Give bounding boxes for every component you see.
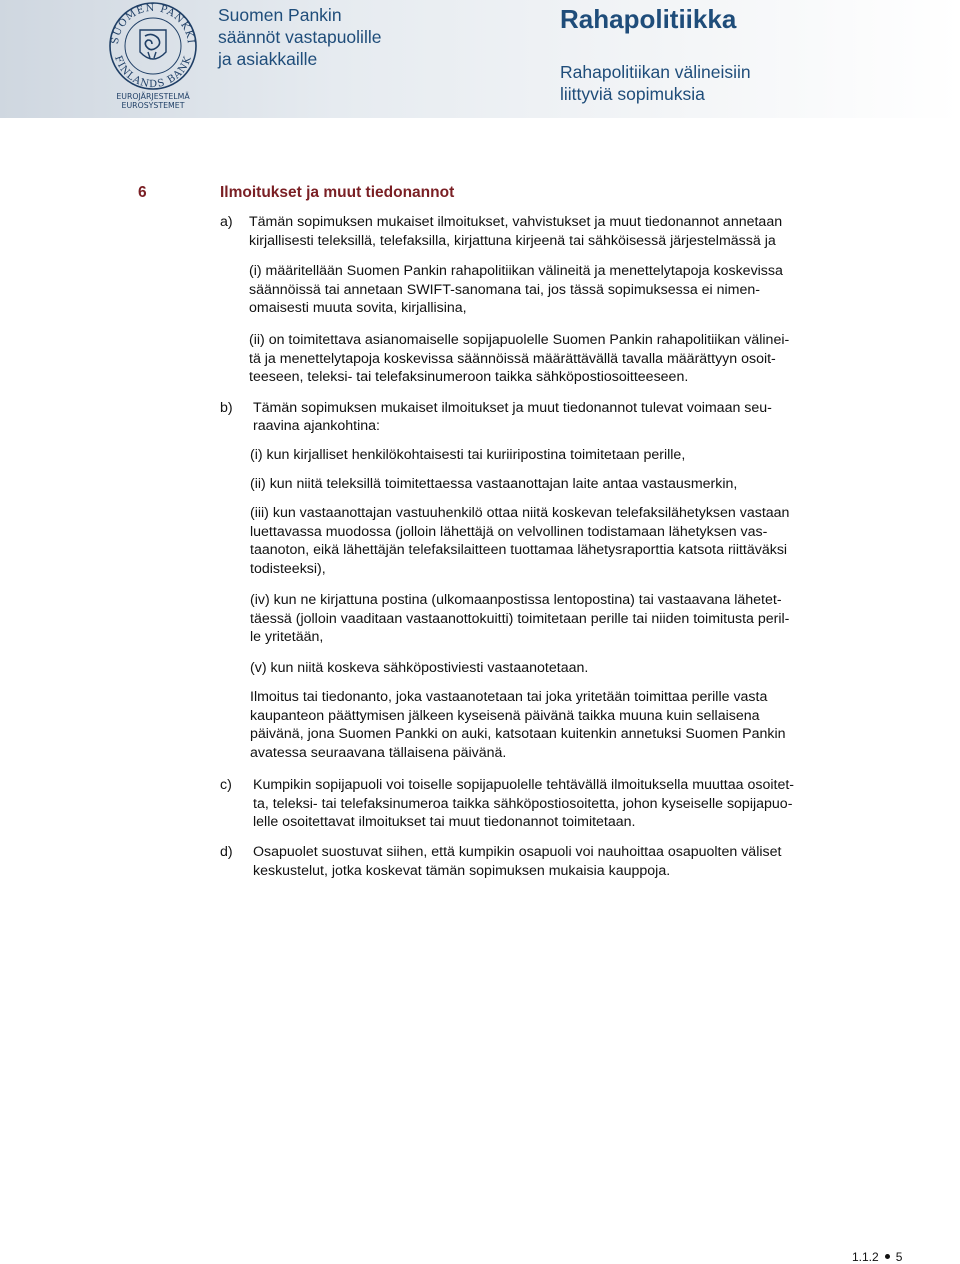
page-number: 5 xyxy=(895,1250,903,1264)
clause-a-ii xyxy=(249,331,789,387)
text-line: Osapuolet suostuvat siihen, että kumpikin osapuoli voi nauhoittaa osapuolten väliset xyxy=(253,844,782,860)
svg-text:SUOMEN PANKKI xyxy=(110,3,196,45)
text-line: kirjallisesti teleksillä, telefaksilla, kirjattuna kirjeenä tai sähköisessä järjestelmässä ja xyxy=(249,232,776,249)
text-line: raavina ajankohtina: xyxy=(253,418,380,434)
clause-b-note xyxy=(250,688,786,763)
clause-c-marker: c) xyxy=(220,777,232,793)
text-line: Kumpikin sopijapuoli voi toiselle sopijapuolelle tehtävällä ilmoituksella muuttaa osoitet- xyxy=(253,777,794,793)
text-line: Ilmoitus tai tiedonanto, joka vastaanotetaan tai joka yritetään toimittaa perille vasta xyxy=(250,689,768,705)
header-left-line: Suomen Pankin xyxy=(218,5,342,25)
page-header xyxy=(0,0,960,118)
text-line: luettavassa muodossa (jolloin lähettäjä on velvollinen todistamaan lähetyksen vas- xyxy=(250,523,768,540)
clause-b-marker: b) xyxy=(220,400,233,416)
section-number: 6 xyxy=(138,184,147,201)
text-line: ta, teleksi- tai telefaksinumeroa taikka sähköpostiosoitetta, johon kyseiselle sopijapuo- xyxy=(253,795,793,812)
header-subtitle-line: Rahapolitiikan välineisiin xyxy=(560,62,751,82)
text-line: taanoton, eikä lähettäjän telefaksilaitteen tuottamaa lähetysraporttia katsota riittäväksi xyxy=(250,542,788,559)
text-line: (iv) kun ne kirjattuna postina (ulkomaanpostissa lentopostina) tai vastaavana lähetet- xyxy=(250,592,782,608)
logo-eurosystem-fi: EUROJÄRJESTELMÄ xyxy=(116,92,190,101)
text-line: avatessa seuraavana tällaisena päivänä. xyxy=(250,745,507,762)
text-line: Tämän sopimuksen mukaiset ilmoitukset ja muut tiedonannot tulevat voimaan seu- xyxy=(253,400,772,416)
text-line: lelle osoitettavat ilmoitukset tai muut tiedonannot toimitetaan. xyxy=(253,814,636,831)
text-line: le yritetään, xyxy=(250,629,324,646)
logo-ring-bottom: FINLANDS BANK xyxy=(112,54,194,91)
section-title: Ilmoitukset ja muut tiedonannot xyxy=(220,184,455,201)
clause-c-text xyxy=(253,776,794,832)
header-subtitle xyxy=(560,61,751,105)
page-footer xyxy=(852,1250,902,1264)
svg-text:FINLANDS BANK xyxy=(112,54,194,90)
clause-b-v: (v) kun niitä koskeva sähköpostiviesti vastaanotetaan. xyxy=(250,660,589,676)
clause-b-ii: (ii) kun niitä teleksillä toimitettaessa vastaanottajan laite antaa vastausmerkin, xyxy=(250,476,738,492)
header-left-line: ja asiakkaille xyxy=(218,49,318,69)
text-line: täessä (jolloin vaaditaan vastaanottokuitti) toimitetaan perille tai niiden toimitusta peril- xyxy=(250,610,790,627)
text-line: kaupanteon päättymisen jälkeen kyseisenä päivänä taikka muuna kuin sellaisena xyxy=(250,707,760,724)
logo-ring-top: SUOMEN PANKKI xyxy=(109,2,197,45)
clause-a-i xyxy=(249,262,783,318)
text-line: (iii) kun vastaanottajan vastuuhenkilö ottaa niitä koskevan telefaksilähetyksen vastaan xyxy=(250,505,790,521)
clause-d-text xyxy=(253,843,781,880)
clause-b-i: (i) kun kirjalliset henkilökohtaisesti tai kuriiripostina toimitetaan perille, xyxy=(250,447,686,463)
header-subtitle-line: liittyviä sopimuksia xyxy=(560,84,705,104)
text-line: päivänä, jona Suomen Pankki on auki, katsotaan kuitenkin annetuksi Suomen Pankin xyxy=(250,726,786,743)
text-line: teeseen, teleksi- tai telefaksinumeroon taikka sähköpostiosoitteeseen. xyxy=(249,369,689,386)
text-line: (ii) on toimitettava asianomaiselle sopijapuolelle Suomen Pankin rahapolitiikan välinei- xyxy=(249,332,790,348)
header-doc-series xyxy=(218,4,381,70)
clause-b-iv xyxy=(250,591,789,647)
clause-a-marker: a) xyxy=(220,214,233,230)
header-title: Rahapolitiikka xyxy=(560,4,737,34)
clause-d-marker: d) xyxy=(220,844,233,860)
clause-b-intro-cont xyxy=(253,417,380,436)
header-left-line: säännöt vastapuolille xyxy=(218,27,382,47)
bank-logo xyxy=(100,0,206,112)
text-line: säännöissä tai annetaan SWIFT-sanomana tai, jos tässä sopimuksessa ei nimen- xyxy=(249,281,761,298)
text-line: (i) määritellään Suomen Pankin rahapolitiikan välineitä ja menettelytapoja koskevissa xyxy=(249,263,783,279)
bullet-icon xyxy=(885,1254,890,1259)
text-line: keskustelut, jotka koskevat tämän sopimuksen mukaisia kauppoja. xyxy=(253,862,671,879)
text-line: todisteeksi), xyxy=(250,561,326,578)
text-line: omaisesti muuta sovita, kirjallisina, xyxy=(249,300,467,317)
logo-eurosystem-sv: EUROSYSTEMET xyxy=(121,101,185,110)
version-number: 1.1.2 xyxy=(852,1250,879,1264)
clause-b-iii xyxy=(250,504,789,579)
text-line: Tämän sopimuksen mukaiset ilmoitukset, vahvistukset ja muut tiedonannot annetaan xyxy=(249,214,783,230)
clause-b-intro xyxy=(253,399,772,418)
clause-a-intro xyxy=(249,213,782,250)
text-line: tä ja menettelytapoja koskevissa säännöissä määrättävällä tavalla määrättyyn osoit- xyxy=(249,350,776,367)
